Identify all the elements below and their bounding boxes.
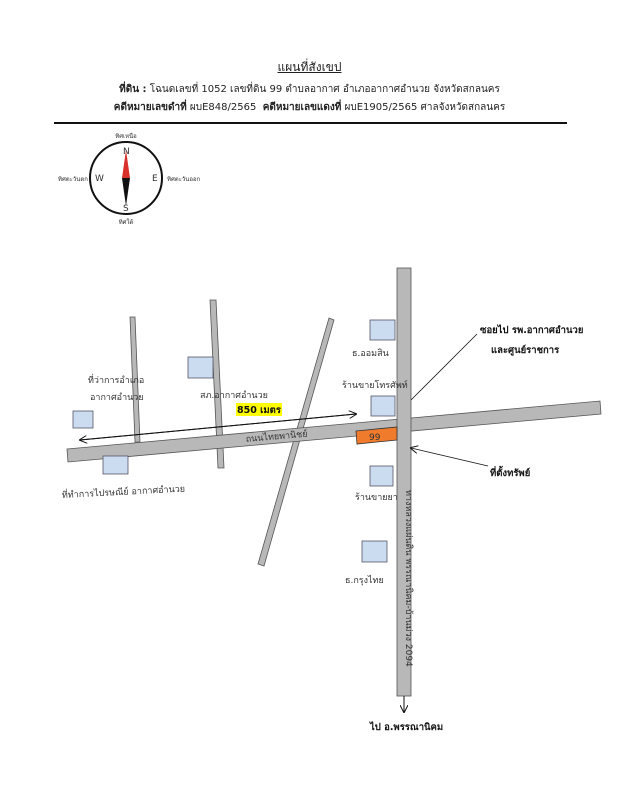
label-district-office-2: อากาศอำนวย xyxy=(90,393,144,403)
annotation-down: ไป อ.พรรณานิคม xyxy=(370,722,444,733)
building-pharmacy xyxy=(370,466,393,486)
highway-label: ทางหลวงแผ่นดิน พรรณานิคม-บ้านม่วง 2094 xyxy=(403,490,413,667)
map-title: แผนที่สังเขป xyxy=(277,60,342,74)
compass-e: E xyxy=(152,174,158,184)
property-pointer-arrow xyxy=(411,448,488,466)
building-gsb xyxy=(370,320,395,340)
property-number: 99 xyxy=(369,433,381,443)
building-post-office xyxy=(103,456,128,474)
south-label: ทิศใต้ xyxy=(118,219,134,226)
case1-label: คดีหมายเลขดำที่ xyxy=(113,102,187,113)
label-post-office: ที่ทำการไปรษณีย์ อากาศอำนวย xyxy=(61,484,186,501)
building-district-office xyxy=(73,411,93,428)
land-label: ที่ดิน : xyxy=(119,84,147,95)
distance-label: 850 เมตร xyxy=(237,405,281,416)
label-phone-shop: ร้านขายโทรศัพท์ xyxy=(342,381,408,391)
building-phone-shop xyxy=(371,396,395,416)
main-road-label: ถนนไทยพานิชย์ xyxy=(245,429,309,445)
compass-w: W xyxy=(95,174,104,184)
hospital-pointer-line xyxy=(411,334,477,400)
east-label: ทิศตะวันออก xyxy=(167,176,201,183)
label-pharmacy: ร้านขายยา xyxy=(355,493,398,503)
case2-value: ผบE1905/2565 ศาลจังหวัดสกลนคร xyxy=(344,102,506,113)
west-label: ทิศตะวันตก xyxy=(58,176,88,183)
land-text: โฉนดเลขที่ 1052 เลขที่ดิน 99 ตำบลอากาศ อำเภออากาศอำนวย จังหวัดสกลนคร xyxy=(149,84,500,95)
annotation-hospital-1: ซอยไป รพ.อากาศอำนวย xyxy=(480,325,584,336)
building-police xyxy=(188,357,213,378)
case1-value: ผบE848/2565 xyxy=(189,102,257,113)
compass xyxy=(58,132,201,226)
compass-s: S xyxy=(123,204,129,214)
building-krungthai xyxy=(362,541,387,562)
label-krungthai: ธ.กรุงไทย xyxy=(345,576,384,586)
label-district-office: ที่ว่าการอำเภอ xyxy=(88,376,145,386)
annotation-hospital-2: และศูนย์ราชการ xyxy=(491,345,560,356)
compass-n: N xyxy=(123,147,130,157)
north-label: ทิศเหนือ xyxy=(115,133,137,140)
label-gsb: ธ.ออมสิน xyxy=(352,349,389,359)
annotation-property: ที่ตั้งทรัพย์ xyxy=(490,468,531,479)
label-police: สภ.อากาศอำนวย xyxy=(200,391,268,401)
case2-label: คดีหมายเลขแดงที่ xyxy=(262,102,342,113)
main-road xyxy=(67,401,601,462)
